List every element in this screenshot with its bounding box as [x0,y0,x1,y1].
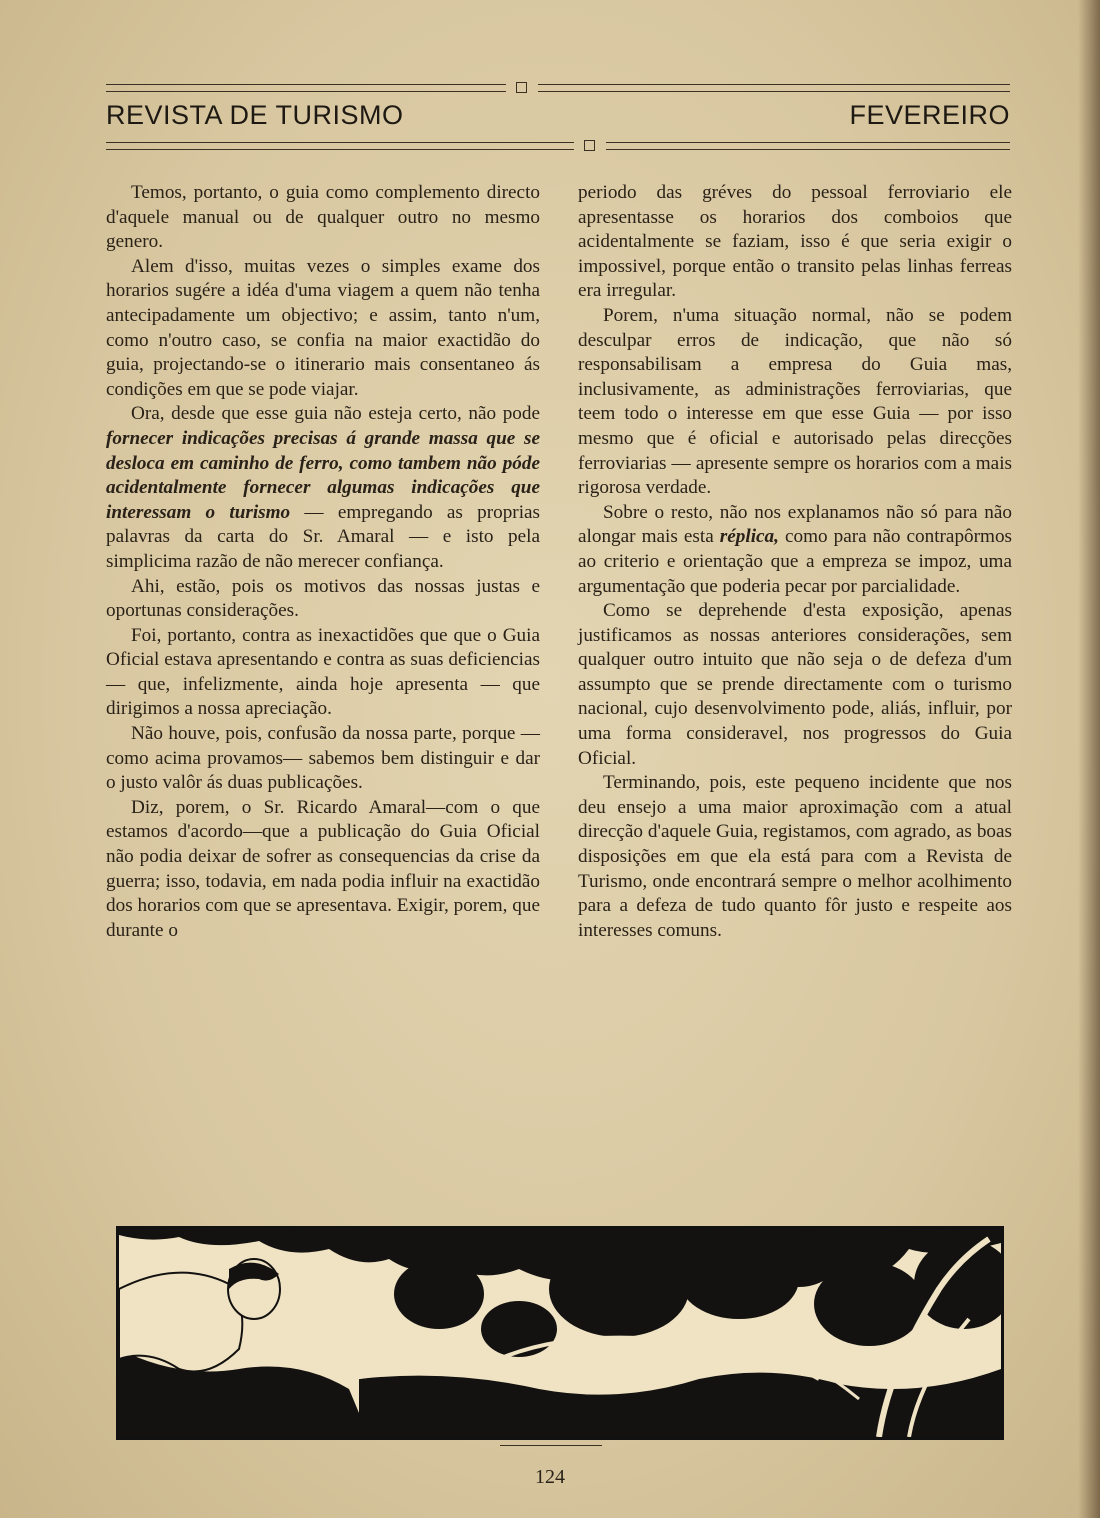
paragraph-text: Sobre o resto, não nos explanamos não só para não alongar mais esta [578,501,1012,548]
paragraph: Foi, portanto, contra as inexactidões que que o Guia Oficial estava apresentando e contra as suas deficiencias — que, infelizmente, ainda hoje apresenta — que dirigimos a nossa apreciação. [106,624,540,720]
paragraph: Temos, portanto, o guia como complemento directo d'aquele manual ou de qualquer outro no mesmo genero. [106,182,540,253]
text-column-left [106,181,540,943]
footer-rule [500,1445,602,1446]
decorative-illustration [116,1226,1004,1440]
paragraph-text: como para não contrapôrmos ao criterio e orientação que a empreza se impoz, uma argumentação que poderia pecar por parcialidade. [578,526,1013,597]
paragraph: Como se deprehende d'esta exposição, apenas justificamos as nossas anteriores considerações, sem qualquer outro intuito que não seja o de defeza d'um assumpto que se prende directamente com o turismo nacional, cujo desenvolvimento pode, aliás, influir, por uma forma consideravel, nos progressos do Guia Oficial. [578,600,1012,769]
art-nouveau-landscape-image [119,1229,1001,1437]
paragraph-text: — empregando as proprias palavras da carta do Sr. Amaral — e isto pela simplicima razão de não merecer confiança. [106,501,541,572]
text-column-right [578,181,1012,943]
paragraph [578,501,1012,599]
issue-month: FEVEREIRO [849,100,1010,130]
paragraph: Terminando, pois, este pequeno incidente que nos deu ensejo a uma maior aproximação com a atual direcção d'aquele Guia, registamos, com agrado, as boas disposições em que ela está para com a Revista de Turismo, onde encontrará sempre o melhor acolhimento para a defeza de tudo quanto fôr justo e respeite aos interesses comuns. [578,772,1012,941]
rule-ornament-square [516,82,527,93]
rule-ornament-square [584,140,595,151]
paragraph: Ahi, estão, pois os motivos das nossas justas e oportunas considerações. [106,575,540,622]
running-head [106,100,1010,136]
magazine-title: REVISTA DE TURISMO [106,100,404,130]
paragraph: Alem d'isso, muitas vezes o simples exame dos horarios sugére a idéa d'uma viagem a quem não tenha antecipadamente um objectivo; e assim, tanto n'um, como n'outro caso, se confia na maior exactidão do guia, projectando-se o itinerario mais consentaneo ás condições em que se pode viajar. [106,255,540,400]
paragraph: Diz, porem, o Sr. Ricardo Amaral—com o que estamos d'acordo—que a publicação do Guia Oficial não podia deixar de sofrer as consequencias da crise da guerra; isso, todavia, em nada podia influir na exactidão dos horarios com que se apresentava. Exigir, porem, que durante o [106,796,540,941]
paragraph [106,402,540,574]
italic-quote: fornecer indicações precisas á grande massa que se desloca em caminho de ferro, como tambem não póde acidentalmente fornecer algumas indicações que interessam o turismo [106,427,540,523]
header-bottom-rule [106,140,1010,154]
paragraph: Não houve, pois, confusão da nossa parte, porque — como acima provamos— sabemos bem distinguir e dar o justo valôr ás duas publicações. [106,723,540,794]
header-top-rule [106,82,1010,96]
italic-word: réplica, [719,526,779,548]
paragraph-text: Ora, desde que esse guia não esteja certo, não pode [131,403,540,425]
page-edge-shadow [1078,0,1100,1518]
page-number: 124 [535,1466,565,1488]
paragraph: periodo das gréves do pessoal ferroviario ele apresentasse os horarios dos comboios que acidentalmente se faziam, isso é que seria exigir o impossivel, porque então o transito pelas linhas ferreas era irregular. [578,182,1012,302]
paragraph: Porem, n'uma situação normal, não se podem desculpar erros de indicação, que não só responsabilisam a empresa do Guia mas, inclusivamente, as administrações ferroviarias, que teem todo o interesse em que esse Guia — por isso mesmo que é oficial e autorisado pelas direcções ferroviarias — apresente sempre os horarios com a mais rigorosa verdade. [578,304,1012,499]
